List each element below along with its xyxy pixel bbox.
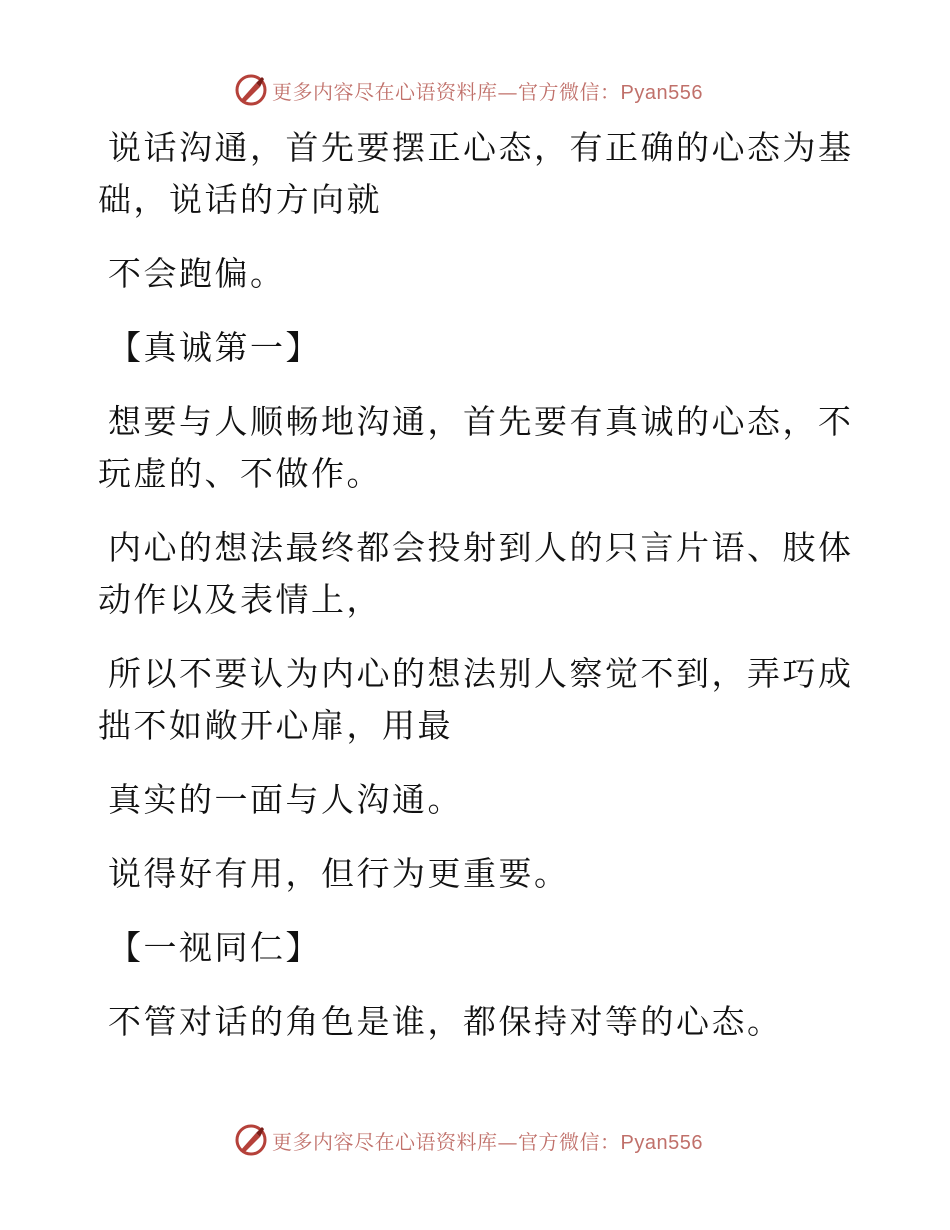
paragraph-line: 拙不如敞开心扉，用最: [98, 706, 453, 745]
body-content: [98, 122, 854, 1048]
header-banner: [234, 70, 703, 110]
pen-logo-icon: [234, 73, 268, 107]
pen-logo-icon: [234, 1123, 268, 1157]
paragraph-line: 动作以及表情上，: [98, 580, 382, 619]
footer-banner-text: 更多内容尽在心语资料库—官方微信：Pyan556: [272, 1129, 703, 1154]
paragraph-line: 真实的一面与人沟通。: [108, 780, 463, 819]
footer-wechat-id: Pyan556: [620, 1131, 703, 1154]
paragraph-line: 说得好有用，但行为更重要。: [108, 854, 570, 893]
header-wechat-id: Pyan556: [620, 81, 703, 104]
paragraph-line: 所以不要认为内心的想法别人察觉不到，弄巧成: [108, 654, 854, 693]
paragraph-line: 说话沟通，首先要摆正心态，有正确的心态为基: [108, 128, 854, 167]
header-banner-text: 更多内容尽在心语资料库—官方微信：Pyan556: [272, 79, 703, 104]
footer-banner: [234, 1120, 703, 1160]
section-heading: 【真诚第一】: [108, 328, 321, 367]
paragraph-line: 不会跑偏。: [108, 254, 286, 293]
paragraph-line: 础，说话的方向就: [98, 180, 382, 219]
paragraph-line: 玩虚的、不做作。: [98, 454, 382, 493]
paragraph-line: 不管对话的角色是谁，都保持对等的心态。: [108, 1002, 783, 1041]
section-heading: 【一视同仁】: [108, 928, 321, 967]
paragraph-line: 内心的想法最终都会投射到人的只言片语、肢体: [108, 528, 854, 567]
paragraph-line: 想要与人顺畅地沟通，首先要有真诚的心态，不: [108, 402, 854, 441]
